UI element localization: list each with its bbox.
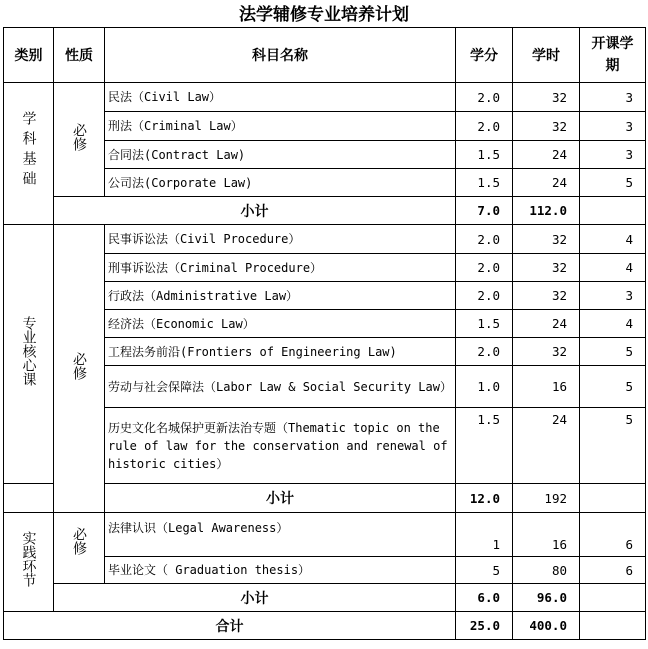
subtotal-row: [4, 197, 646, 225]
empty-cell: [580, 484, 646, 513]
subtotal-label: 小计: [105, 484, 456, 513]
header-term: [580, 28, 646, 83]
nature-label: 必修: [71, 527, 87, 555]
header-category: 类别: [4, 28, 54, 83]
nature-cell: [54, 225, 105, 513]
nature-label: 必修: [71, 351, 87, 380]
subject-name: 刑法（Criminal Law）: [105, 112, 456, 141]
total-hours: 400.0: [513, 612, 580, 640]
subject-name: 经济法（Economic Law）: [105, 310, 456, 338]
subject-name: 工程法务前沿(Frontiers of Engineering Law): [105, 338, 456, 366]
hours-cell: 32: [513, 254, 580, 282]
hours-cell: 80: [513, 557, 580, 584]
subtotal-credits: 6.0: [456, 584, 513, 612]
credits-cell: 2.0: [456, 225, 513, 254]
header-row: [4, 28, 646, 83]
credits-cell: 1.5: [456, 141, 513, 169]
hours-cell: 32: [513, 282, 580, 310]
hours-cell: 24: [513, 408, 580, 484]
term-cell: 4: [580, 225, 646, 254]
subject-name: 公司法(Corporate Law): [105, 169, 456, 197]
credits-cell: 2.0: [456, 282, 513, 310]
subtotal-credits: 7.0: [456, 197, 513, 225]
hours-cell: 24: [513, 169, 580, 197]
empty-cell: [580, 584, 646, 612]
term-cell: 5: [580, 408, 646, 484]
term-cell: 6: [580, 513, 646, 557]
category-cell: [4, 513, 54, 612]
credits-cell: 1.5: [456, 408, 513, 484]
hours-cell: 32: [513, 338, 580, 366]
credits-cell: 2.0: [456, 112, 513, 141]
header-hours: 学时: [513, 28, 580, 83]
subject-name: 民事诉讼法（Civil Procedure）: [105, 225, 456, 254]
credits-cell: 1.5: [456, 310, 513, 338]
subject-name: 行政法（Administrative Law）: [105, 282, 456, 310]
subtotal-row: [4, 584, 646, 612]
empty-cell: [4, 484, 54, 513]
table-row: [4, 83, 646, 112]
total-row: [4, 612, 646, 640]
total-credits: 25.0: [456, 612, 513, 640]
term-cell: 4: [580, 254, 646, 282]
term-cell: 6: [580, 557, 646, 584]
table-row: [4, 225, 646, 254]
credits-cell: 1.0: [456, 366, 513, 408]
nature-label: 必修: [71, 122, 87, 151]
hours-cell: 32: [513, 225, 580, 254]
term-cell: 5: [580, 169, 646, 197]
credits-cell: 5: [456, 557, 513, 584]
hours-cell: 24: [513, 310, 580, 338]
term-cell: 5: [580, 338, 646, 366]
empty-cell: [580, 197, 646, 225]
term-cell: 3: [580, 83, 646, 112]
nature-cell: [54, 513, 105, 584]
subtotal-hours: 96.0: [513, 584, 580, 612]
subject-name: 刑事诉讼法（Criminal Procedure）: [105, 254, 456, 282]
credits-cell: 2.0: [456, 254, 513, 282]
header-term-line1: 开课学: [591, 36, 634, 52]
header-subject: 科目名称: [105, 28, 456, 83]
page-title: 法学辅修专业培养计划: [239, 5, 409, 25]
term-cell: 3: [580, 282, 646, 310]
total-label: 合计: [4, 612, 456, 640]
subject-name: 毕业论文（ Graduation thesis）: [105, 557, 456, 584]
hours-cell: 32: [513, 83, 580, 112]
term-cell: 3: [580, 112, 646, 141]
category-label: 专业核心课: [20, 316, 37, 386]
hours-cell: 16: [513, 366, 580, 408]
term-cell: 5: [580, 366, 646, 408]
category-label: 实践环节: [20, 531, 37, 587]
credits-cell: 1.5: [456, 169, 513, 197]
credits-cell: 2.0: [456, 338, 513, 366]
hours-cell: 24: [513, 141, 580, 169]
nature-cell: [54, 83, 105, 197]
term-cell: 3: [580, 141, 646, 169]
empty-cell: [580, 612, 646, 640]
subtotal-label: 小计: [54, 197, 456, 225]
subject-name: 劳动与社会保障法（Labor Law & Social Security Law）: [105, 366, 456, 408]
subject-name: 法律认识（Legal Awareness）: [105, 513, 456, 557]
subject-name: 合同法(Contract Law): [105, 141, 456, 169]
credits-cell: 1: [456, 513, 513, 557]
curriculum-table: [3, 27, 646, 640]
subtotal-credits: 12.0: [456, 484, 513, 513]
hours-cell: 16: [513, 513, 580, 557]
category-label: 学科基础: [20, 110, 37, 191]
term-cell: 4: [580, 310, 646, 338]
category-cell: [4, 225, 54, 484]
header-term-line2: 期: [605, 58, 620, 74]
subject-name: 民法（Civil Law）: [105, 83, 456, 112]
table-row: [4, 513, 646, 557]
category-cell: [4, 83, 54, 225]
header-credits: 学分: [456, 28, 513, 83]
subject-name: 历史文化名城保护更新法治专题（Thematic topic on the rule of law for the conservation and renewal of historic cities）: [105, 408, 456, 484]
header-nature: 性质: [54, 28, 105, 83]
credits-cell: 2.0: [456, 83, 513, 112]
subtotal-label: 小计: [54, 584, 456, 612]
hours-cell: 32: [513, 112, 580, 141]
subtotal-hours: 112.0: [513, 197, 580, 225]
subtotal-hours: 192: [513, 484, 580, 513]
